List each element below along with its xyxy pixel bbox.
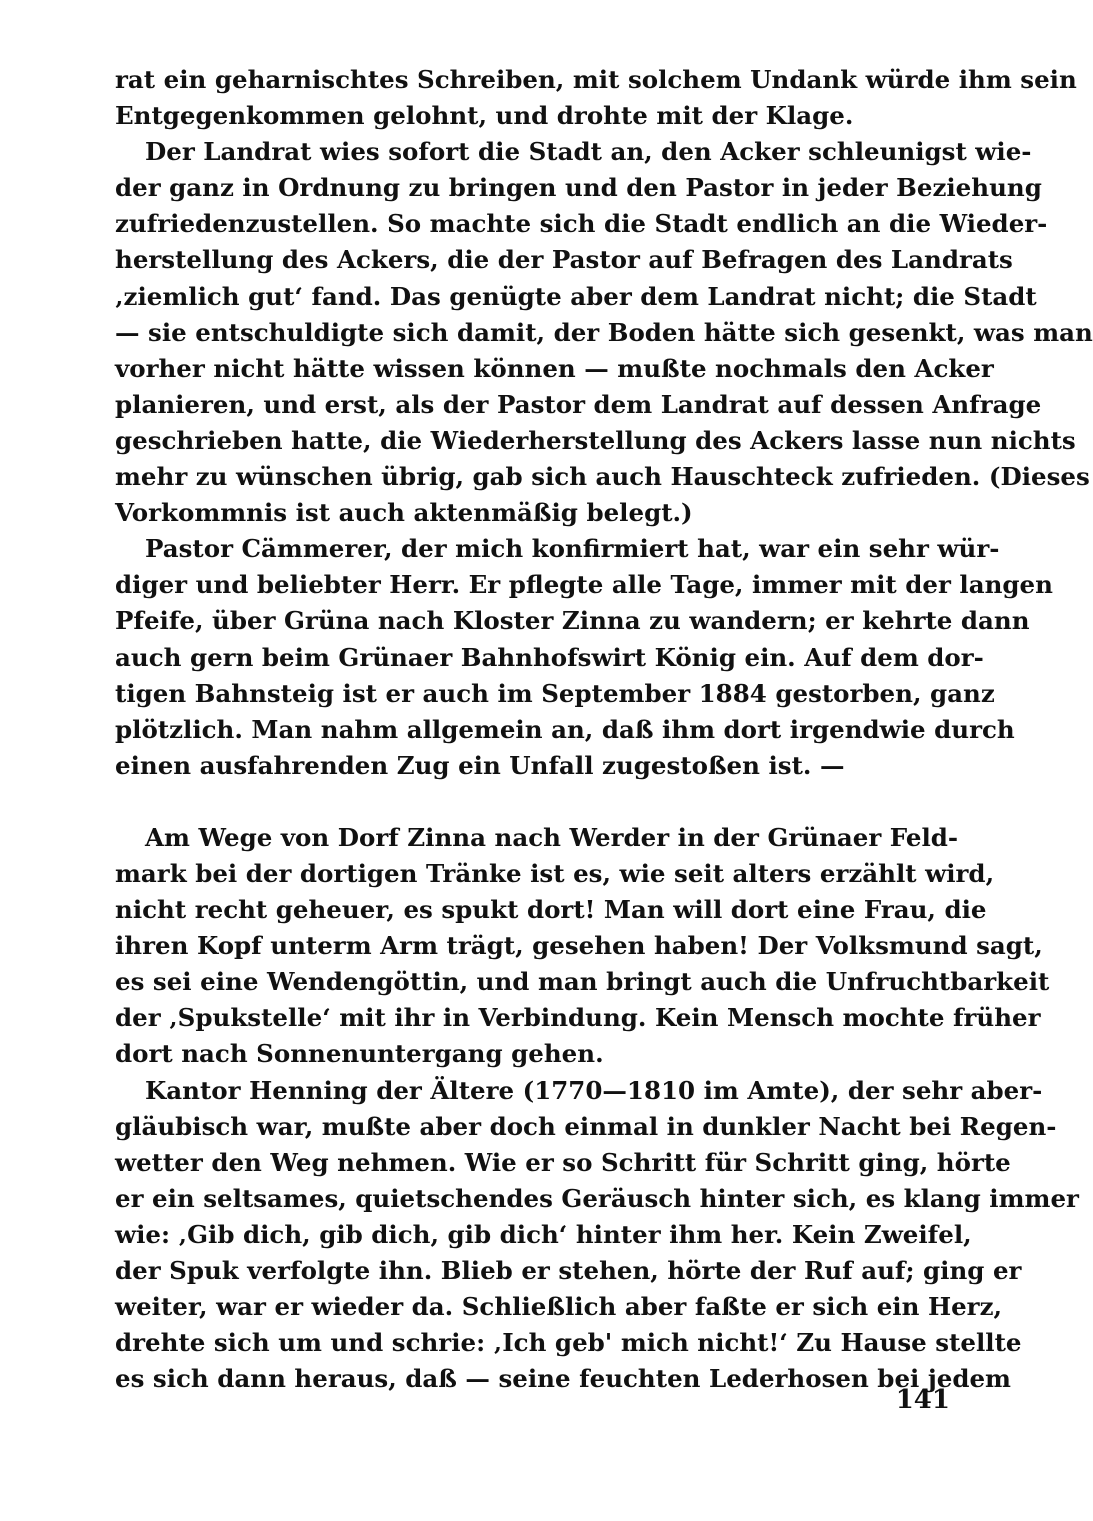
text-line: mark bei der dortigen Tränke ist es, wie seit alters erzählt wird, — [115, 858, 995, 888]
section-gap — [115, 784, 950, 820]
text-line: einen ausfahrenden Zug ein Unfall zugestoßen ist. — — [115, 750, 845, 780]
text-line: dort nach Sonnenuntergang gehen. — [115, 1039, 604, 1069]
text-line: tigen Bahnsteig ist er auch im September 1884 gestorben, ganz — [115, 678, 995, 708]
text-line: auch gern beim Grünaer Bahnhofswirt König ein. Auf dem dor- — [115, 642, 984, 672]
text-line: Pastor Cämmerer, der mich konfirmiert hat, war ein sehr wür- — [145, 534, 1000, 564]
text-line: der ganz in Ordnung zu bringen und den Pastor in jeder Beziehung — [115, 173, 1042, 203]
text-line: mehr zu wünschen übrig, gab sich auch Hauschteck zufrieden. (Dieses — [115, 462, 1090, 492]
text-line: zufriedenzustellen. So machte sich die Stadt endlich an die Wieder- — [115, 209, 1048, 239]
text-line: ihren Kopf unterm Arm trägt, gesehen haben! Der Volksmund sagt, — [115, 931, 1043, 961]
text-line: plötzlich. Man nahm allgemein an, daß ihm dort irgendwie durch — [115, 714, 1015, 744]
text-line: geschrieben hatte, die Wiederherstellung des Ackers lasse nun nichts — [115, 425, 1076, 455]
text-line: Entgegenkommen gelohnt, und drohte mit der Klage. — [115, 101, 854, 131]
paragraph — [115, 62, 1077, 134]
paragraph — [115, 1073, 1079, 1398]
text-line: der Spuk verfolgte ihn. Blieb er stehen, hörte der Ruf auf; ging er — [115, 1256, 1022, 1285]
text-line: rat ein geharnischtes Schreiben, mit solchem Undank würde ihm sein — [115, 65, 1077, 94]
text-line: diger und beliebter Herr. Er pflegte alle Tage, immer mit der langen — [115, 570, 1053, 600]
text-line: vorher nicht hätte wissen können — mußte nochmals den Acker — [115, 353, 994, 383]
paragraph — [115, 134, 1093, 531]
text-line: planieren, und erst, als der Pastor dem Landrat auf dessen Anfrage — [115, 389, 1042, 419]
text-line: wie: ‚Gib dich, gib dich, gib dich‘ hinter ihm her. Kein Zweifel, — [115, 1219, 972, 1249]
text-line: Am Wege von Dorf Zinna nach Werder in der Grünaer Feld- — [145, 822, 959, 852]
text-line: Vorkommnis ist auch aktenmäßig belegt.) — [115, 498, 693, 528]
text-line: ‚ziemlich gut‘ fand. Das genügte aber dem Landrat nicht; die Stadt — [115, 281, 1037, 311]
text-line: weiter, war er wieder da. Schließlich aber faßte er sich ein Herz, — [115, 1292, 1003, 1322]
text-line: Pfeife, über Grüna nach Kloster Zinna zu wandern; er kehrte dann — [115, 606, 1030, 636]
page-body — [115, 62, 1093, 1462]
text-line: er ein seltsames, quietschendes Geräusch hinter sich, es klang immer — [115, 1183, 1079, 1213]
text-line: — sie entschuldigte sich damit, der Boden hätte sich gesenkt, was man — [115, 317, 1093, 347]
text-line: Der Landrat wies sofort die Stadt an, den Acker schleunigst wie- — [145, 137, 1032, 167]
text-line: es sich dann heraus, daß — seine feuchten Lederhosen bei jedem — [115, 1364, 1011, 1394]
text-line: es sei eine Wendengöttin, und man bringt auch die Unfruchtbarkeit — [115, 967, 1050, 997]
text-line: gläubisch war, mußte aber doch einmal in dunkler Nacht bei Regen- — [115, 1111, 1057, 1141]
text-line: drehte sich um und schrie: ‚Ich geb' mich nicht!‘ Zu Hause stellte — [115, 1328, 1022, 1358]
paragraph — [115, 820, 1050, 1073]
paragraph — [115, 531, 1053, 784]
page-number: 141 — [895, 1385, 950, 1415]
text-line: herstellung des Ackers, die der Pastor auf Befragen des Landrats — [115, 245, 1013, 275]
text-line: wetter den Weg nehmen. Wie er so Schritt für Schritt ging, hörte — [115, 1147, 1011, 1177]
text-line: der ‚Spukstelle‘ mit ihr in Verbindung. Kein Mensch mochte früher — [115, 1003, 1041, 1033]
text-line: nicht recht geheuer, es spukt dort! Man will dort eine Frau, die — [115, 895, 987, 925]
text-line: Kantor Henning der Ältere (1770—1810 im Amte), der sehr aber- — [145, 1075, 1043, 1105]
